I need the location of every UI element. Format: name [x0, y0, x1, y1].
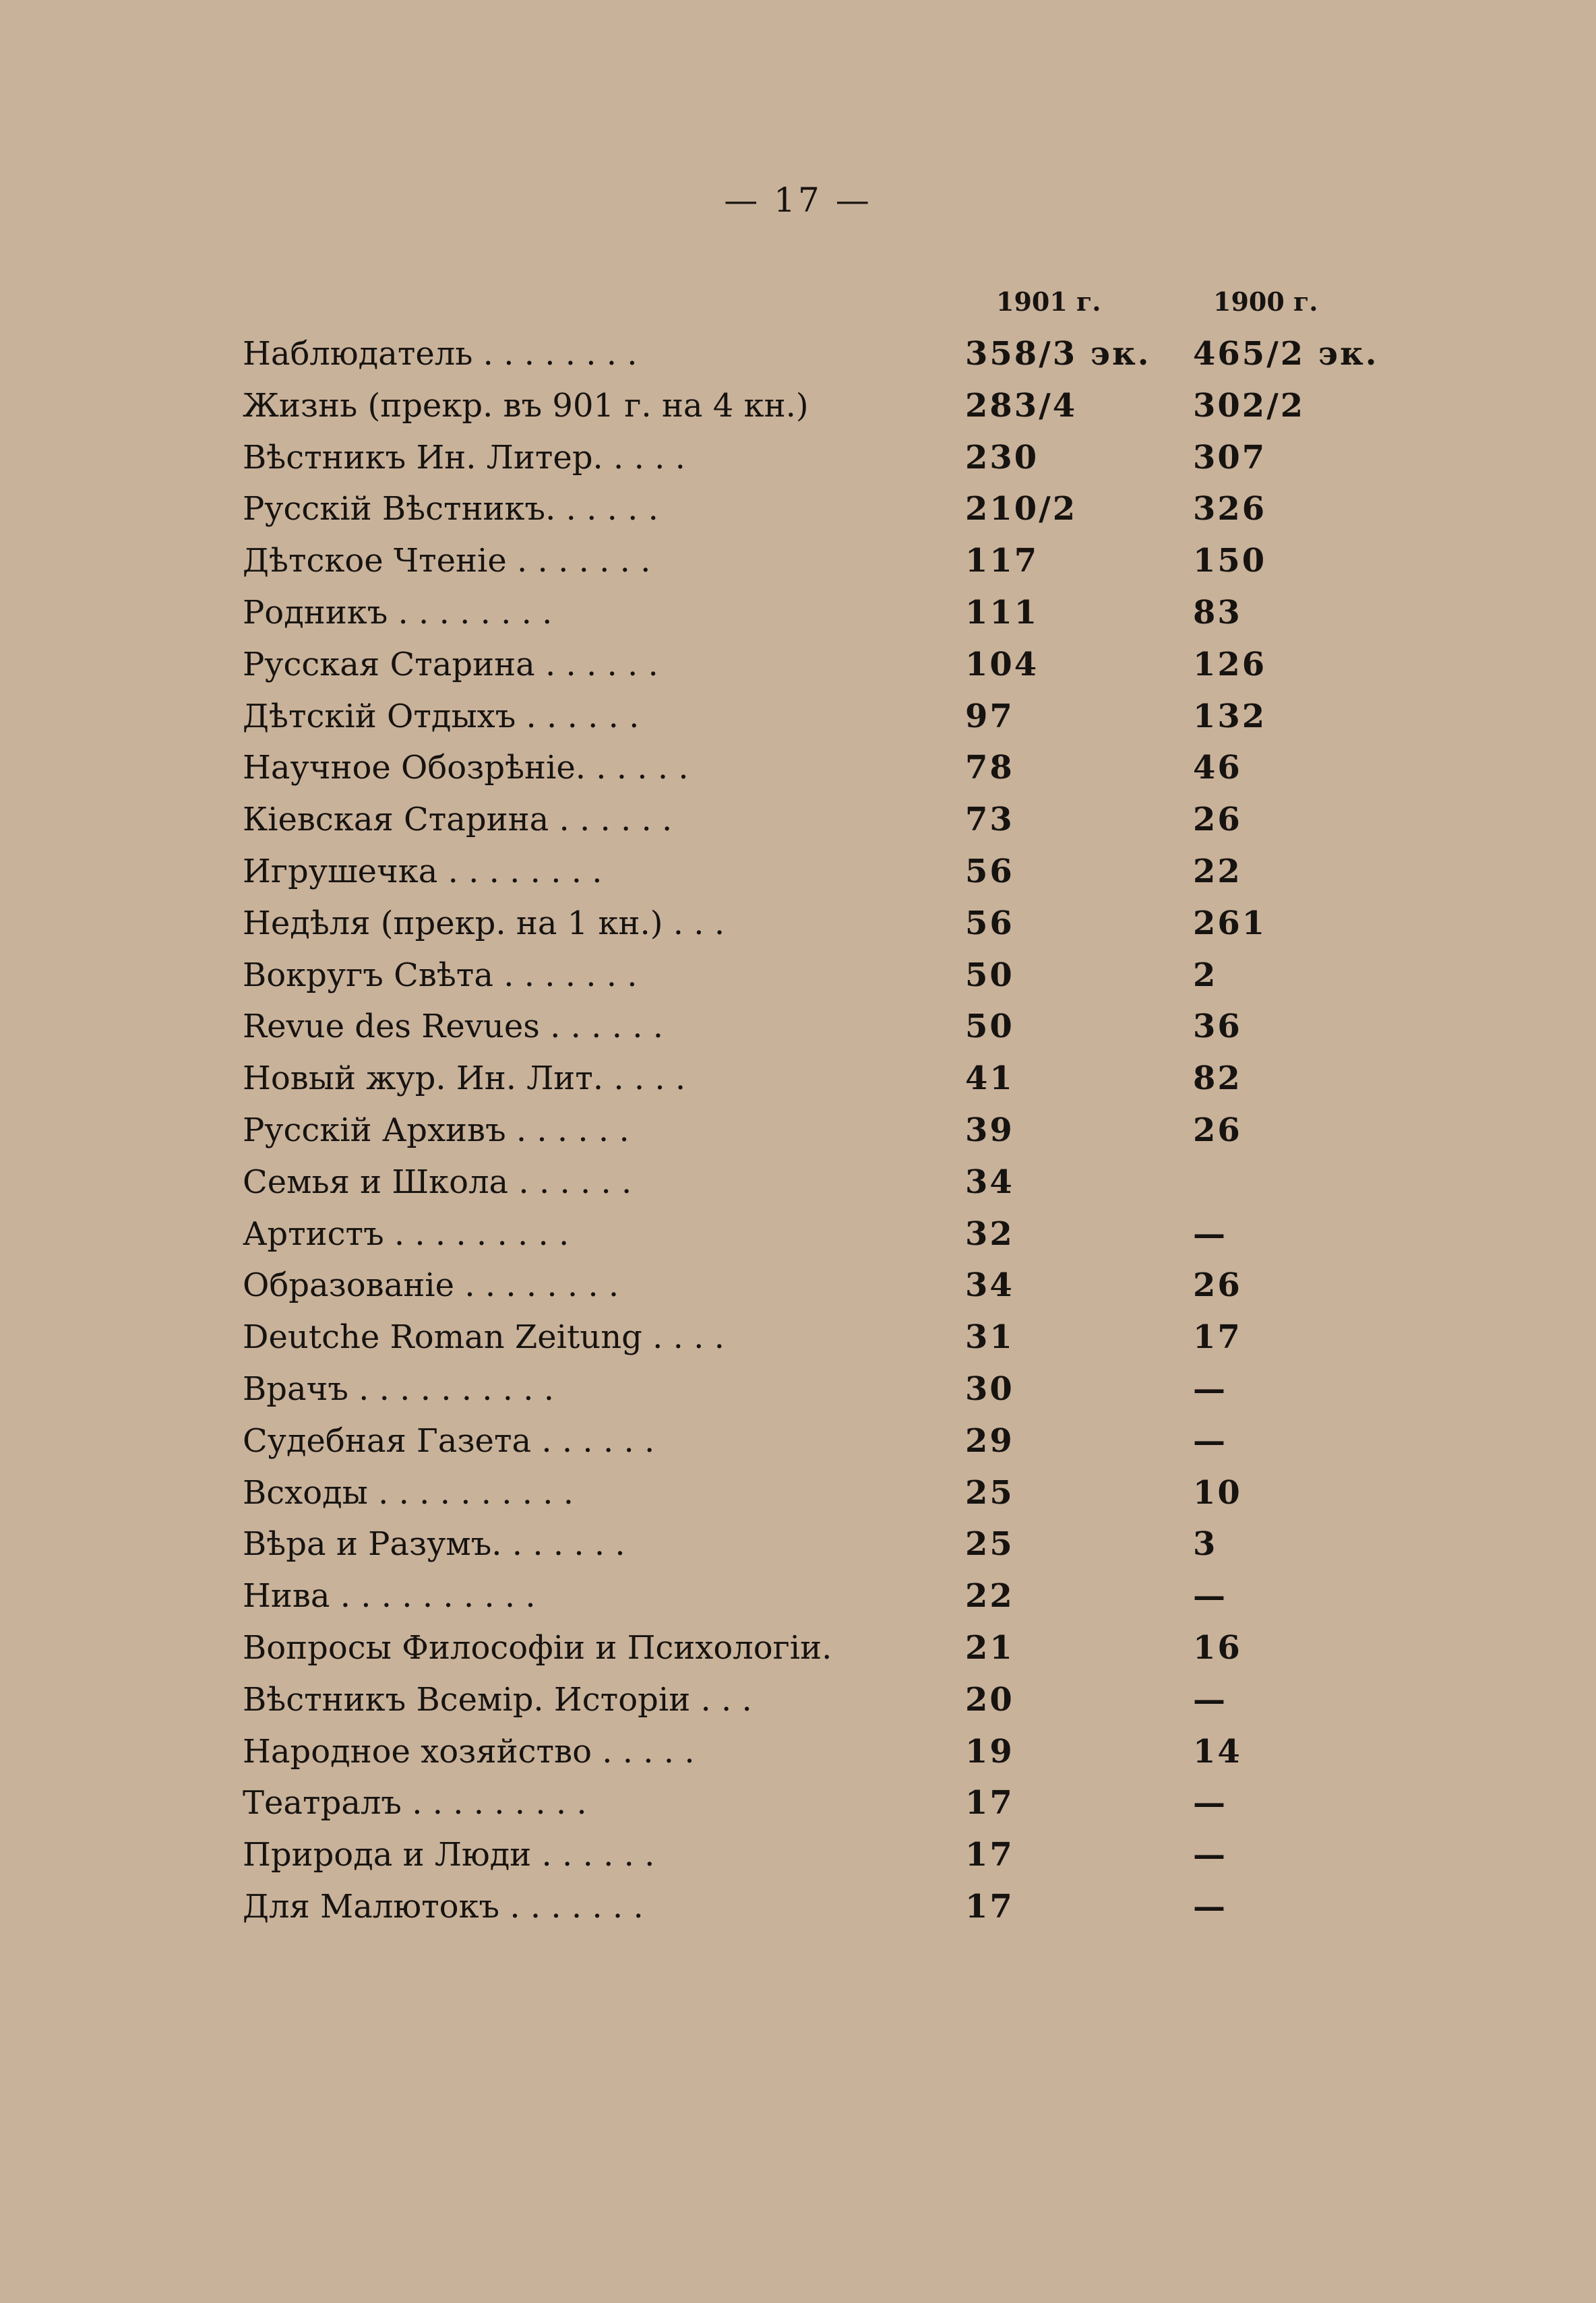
periodical-title: Нива . . . . . . . . . .: [243, 1577, 536, 1616]
copies-1901: 283/4: [965, 386, 1078, 425]
periodical-title: Дѣтское Чтеніе . . . . . . .: [243, 542, 651, 580]
periodical-title: Научное Обозрѣніе. . . . . .: [243, 749, 689, 787]
periodical-title: Артистъ . . . . . . . . .: [243, 1215, 570, 1253]
periodical-title: Новый жур. Ин. Лит. . . . .: [243, 1060, 686, 1098]
periodical-title: Вѣра и Разумъ. . . . . . .: [243, 1525, 625, 1564]
copies-1900: 17: [1193, 1318, 1242, 1357]
table-row: [243, 1881, 1402, 1933]
table-row: [243, 846, 1402, 898]
table-row: [243, 1363, 1402, 1415]
copies-1901: 39: [965, 1111, 1014, 1149]
table-row: [243, 1467, 1402, 1519]
periodical-title: Deutche Roman Zeitung . . . .: [243, 1318, 725, 1357]
copies-1901: 17: [965, 1784, 1014, 1822]
table-row: [243, 328, 1402, 380]
table-row: [243, 432, 1402, 484]
periodical-title: Для Малютокъ . . . . . . .: [243, 1887, 644, 1926]
copies-1901: 17: [965, 1887, 1014, 1926]
copies-1901: 230: [965, 438, 1039, 477]
table-row: [243, 535, 1402, 587]
copies-1900: 26: [1193, 801, 1242, 839]
periodical-title: Судебная Газета . . . . . .: [243, 1421, 655, 1460]
table-row: [243, 794, 1402, 846]
copies-1900: 14: [1193, 1732, 1242, 1771]
copies-1901: 34: [965, 1266, 1014, 1305]
table-row: [243, 1312, 1402, 1363]
copies-1901: 25: [965, 1473, 1014, 1512]
copies-1901: 50: [965, 956, 1014, 994]
periodical-title: Игрушечка . . . . . . . .: [243, 852, 603, 890]
copies-1900: —: [1193, 1370, 1227, 1408]
periodical-title: Русская Старина . . . . . .: [243, 645, 658, 683]
copies-1901: 117: [965, 542, 1039, 580]
copies-1901: 19: [965, 1732, 1014, 1771]
copies-1900: 46: [1193, 749, 1242, 787]
copies-1900: 326: [1193, 490, 1267, 528]
copies-1900: 150: [1193, 542, 1267, 580]
periodical-title: Недѣля (прекр. на 1 кн.) . . .: [243, 904, 725, 942]
copies-1900: —: [1193, 1421, 1227, 1460]
table-row: [243, 691, 1402, 743]
table-row: [243, 1674, 1402, 1726]
periodical-title: Всходы . . . . . . . . . .: [243, 1473, 574, 1512]
table-row: [243, 1777, 1402, 1829]
copies-1901: 29: [965, 1421, 1014, 1460]
copies-1901: 21: [965, 1628, 1014, 1667]
copies-1901: 34: [965, 1163, 1014, 1201]
periodical-title: Дѣтскій Отдыхъ . . . . . .: [243, 697, 640, 735]
periodical-title: Театралъ . . . . . . . . .: [243, 1784, 587, 1822]
table-row: [243, 1053, 1402, 1105]
copies-1900: 26: [1193, 1266, 1242, 1305]
copies-1901: 56: [965, 904, 1014, 942]
copies-1900: —: [1193, 1784, 1227, 1822]
copies-1900: 36: [1193, 1008, 1242, 1046]
table-row: [243, 1829, 1402, 1881]
copies-1901: 111: [965, 593, 1039, 632]
copies-1900: 307: [1193, 438, 1267, 477]
copies-1900: 10: [1193, 1473, 1242, 1512]
copies-1901: 50: [965, 1008, 1014, 1046]
table-row: [243, 1415, 1402, 1467]
copies-1900: 22: [1193, 852, 1242, 890]
table-row: [243, 1518, 1402, 1570]
periodical-title: Народное хозяйство . . . . .: [243, 1732, 695, 1771]
page-number: — 17 —: [724, 181, 872, 220]
copies-1901: 17: [965, 1836, 1014, 1874]
table-row: [243, 1260, 1402, 1312]
copies-1901: 104: [965, 645, 1039, 683]
table-row: [243, 1157, 1402, 1208]
periodical-title: Русскій Архивъ . . . . . .: [243, 1111, 630, 1149]
copies-1900: —: [1193, 1680, 1227, 1719]
copies-1901: 73: [965, 801, 1014, 839]
table-row: [243, 1208, 1402, 1260]
copies-1901: 97: [965, 697, 1014, 735]
copies-1900: 3: [1193, 1525, 1218, 1564]
table-row: [243, 639, 1402, 691]
copies-1900: 2: [1193, 956, 1218, 994]
copies-1901: 30: [965, 1370, 1014, 1408]
table-row: [243, 483, 1402, 535]
table-row: [243, 1622, 1402, 1674]
copies-1900: 82: [1193, 1060, 1242, 1098]
periodical-title: Вопросы Философіи и Психологіи.: [243, 1628, 832, 1667]
periodical-title: Наблюдатель . . . . . . . .: [243, 335, 638, 373]
periodical-title: Родникъ . . . . . . . .: [243, 593, 553, 632]
periodical-title: Вокругъ Свѣта . . . . . . .: [243, 956, 638, 994]
copies-1900: 26: [1193, 1111, 1242, 1149]
periodical-title: Вѣстникъ Ин. Литер. . . . .: [243, 438, 685, 477]
copies-1900: 126: [1193, 645, 1267, 683]
periodical-title: Русскій Вѣстникъ. . . . . .: [243, 490, 658, 528]
table-row: [243, 587, 1402, 639]
periodical-title: Кіевская Старина . . . . . .: [243, 801, 673, 839]
table-row: [243, 1570, 1402, 1622]
copies-1901: 78: [965, 749, 1014, 787]
periodical-title: Врачъ . . . . . . . . . .: [243, 1370, 555, 1408]
copies-1900: 16: [1193, 1628, 1242, 1667]
table-row: [243, 1105, 1402, 1157]
column-header-1900: 1900 г.: [1213, 286, 1318, 317]
copies-1900: 465/2 эк.: [1193, 335, 1379, 373]
table-row: [243, 898, 1402, 950]
copies-1901: 56: [965, 852, 1014, 890]
table-row: [243, 950, 1402, 1002]
table-row: [243, 1726, 1402, 1778]
column-header-1901: 1901 г.: [996, 286, 1101, 317]
periodical-title: Семья и Школа . . . . . .: [243, 1163, 632, 1201]
periodical-title: Образованіе . . . . . . . .: [243, 1266, 619, 1305]
copies-1900: 132: [1193, 697, 1267, 735]
copies-1901: 41: [965, 1060, 1014, 1098]
periodical-title: Природа и Люди . . . . . .: [243, 1836, 655, 1874]
periodical-title: Вѣстникъ Всемір. Исторіи . . .: [243, 1680, 752, 1719]
subscription-table: [243, 328, 1402, 1933]
table-row: [243, 380, 1402, 432]
copies-1901: 210/2: [965, 490, 1078, 528]
copies-1900: —: [1193, 1577, 1227, 1616]
copies-1901: 32: [965, 1215, 1014, 1253]
copies-1900: 261: [1193, 904, 1267, 942]
table-row: [243, 742, 1402, 794]
copies-1900: —: [1193, 1836, 1227, 1874]
copies-1901: 25: [965, 1525, 1014, 1564]
copies-1900: —: [1193, 1215, 1227, 1253]
periodical-title: Жизнь (прекр. въ 901 г. на 4 кн.): [243, 386, 809, 425]
periodical-title: Revue des Revues . . . . . .: [243, 1008, 663, 1046]
copies-1900: 302/2: [1193, 386, 1306, 425]
copies-1901: 358/3 эк.: [965, 335, 1151, 373]
copies-1901: 31: [965, 1318, 1014, 1357]
copies-1900: 83: [1193, 593, 1242, 632]
copies-1901: 22: [965, 1577, 1014, 1616]
copies-1900: —: [1193, 1887, 1227, 1926]
copies-1901: 20: [965, 1680, 1014, 1719]
table-row: [243, 1001, 1402, 1053]
